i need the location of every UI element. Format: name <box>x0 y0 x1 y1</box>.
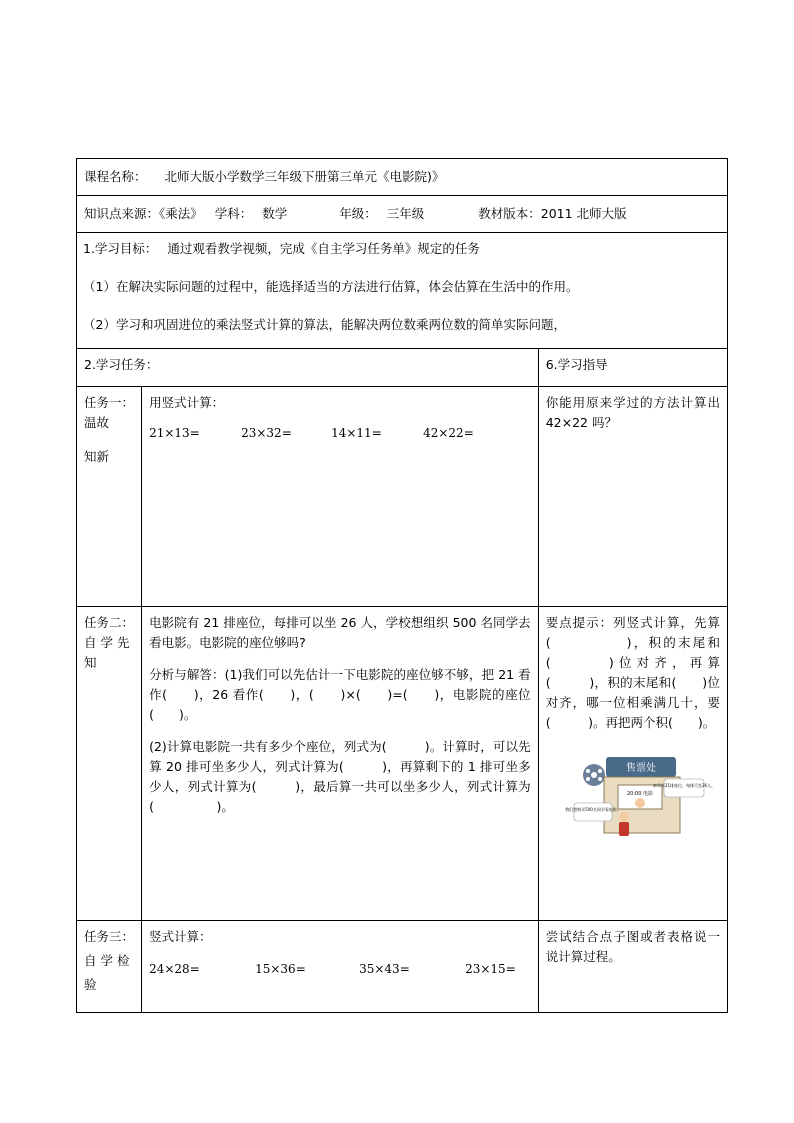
task3-prompt: 竖式计算： <box>149 929 212 944</box>
grade-value: 三年级 <box>386 206 425 221</box>
task3-exercise: 24×28= <box>149 962 200 976</box>
speech-bubble-left <box>574 803 612 821</box>
task1-exercise: 42×22= <box>423 426 474 440</box>
task2-name <box>77 607 142 921</box>
task2-calc: (2)计算电影院一共有多少个座位，列式为( )。计算时，可以先算 20 排可坐多少人，列式计算为( )，再算剩下的 1 排可坐多少人，列式计算为( )，最后算一共可以坐多少人，列式计算为( )。 <box>149 739 531 814</box>
task3-content <box>142 921 539 1013</box>
task2-guide-cell <box>538 607 727 921</box>
task1-prompt: 用竖式计算： <box>149 395 225 410</box>
task2-name-line2: 自 学 先 <box>84 635 130 650</box>
course-label: 课程名称： <box>84 169 147 184</box>
grade-label: 年级： <box>339 206 377 221</box>
goals-intro: 通过观看教学视频，完成《自主学习任务单》规定的任务 <box>167 241 480 256</box>
edition-value: 2011 北师大版 <box>540 206 627 221</box>
task2-content <box>142 607 539 921</box>
meta-row <box>77 196 728 233</box>
task3-exercise: 23×15= <box>465 962 516 976</box>
task1-guide: 你能用原来学过的方法计算出 42×22 吗？ <box>538 387 727 607</box>
task2-row <box>77 607 728 921</box>
subject-value: 数学 <box>262 206 288 221</box>
task3-exercises <box>149 959 531 979</box>
task1-name <box>77 387 142 607</box>
task3-name-line3: 验 <box>84 977 97 992</box>
task3-name <box>77 921 142 1013</box>
task1-row <box>77 387 728 607</box>
task2-guide: 要点提示：列竖式计算，先算( )，积的末尾和( )位对齐，再算( )，积的末尾和( )位对齐，哪一位相乘满几十，要( )。再把两个积( )。 <box>545 615 720 730</box>
task2-problem: 电影院有 21 排座位，每排可以坐 26 人，学校想组织 500 名同学去看电影。电影院的座位够吗? <box>149 615 531 650</box>
task1-content <box>142 387 539 607</box>
speech-bubble-left-text: 我们想购买500名同学看电影。 <box>564 807 621 812</box>
goals-title: 1.学习目标： <box>83 241 158 256</box>
goal-item-2: （2）学习和巩固进位的乘法竖式计算的算法，能解决两位数乘两位数的简单实际问题， <box>83 317 566 332</box>
speech-bubble-right-text: 本场有21排座位，每排可坐26人。 <box>652 783 715 788</box>
task1-exercise: 21×13= <box>149 426 200 440</box>
source-value: 《乘法》 <box>159 206 203 221</box>
ticket-booth-illustration <box>564 751 715 841</box>
ticket-window-text: 20:00 电影 <box>626 791 653 797</box>
task3-row <box>77 921 728 1013</box>
task3-name-line1: 任务三： <box>84 929 135 944</box>
goal-item-1: （1）在解决实际问题的过程中，能选择适当的方法进行估算，体会估算在生活中的作用。 <box>83 279 579 294</box>
task1-name-line1: 任务一： <box>84 395 135 410</box>
subject-label: 学科： <box>214 206 253 221</box>
child-figure <box>619 812 629 822</box>
course-value: 北师大版小学数学三年级下册第三单元《电影院)》 <box>164 169 445 184</box>
clerk-figure <box>635 798 645 808</box>
learning-task-table <box>76 158 728 1013</box>
task3-guide: 尝试结合点子图或者表格说一说计算过程。 <box>538 921 727 1013</box>
goals-row <box>77 233 728 349</box>
task1-exercises <box>149 423 531 443</box>
task2-analysis: 分析与解答：(1)我们可以先估计一下电影院的座位够不够，把 21 看作( )，26 看作( )，( )×( )=( )，电影院的座位( )。 <box>149 667 531 722</box>
speech-bubble-right <box>664 779 704 797</box>
guide-header: 6.学习指导 <box>538 349 727 387</box>
task1-name-line2: 温故 <box>84 415 110 430</box>
ticket-sign-text: 售票处 <box>625 763 656 774</box>
course-row <box>77 159 728 196</box>
task2-name-line3: 知 <box>84 655 97 670</box>
task1-name-line3: 知新 <box>84 449 110 464</box>
edition-label: 教材版本： <box>478 206 541 221</box>
task2-name-line1: 任务二： <box>84 615 135 630</box>
task3-exercise: 15×36= <box>255 962 306 976</box>
task1-exercise: 14×11= <box>331 426 382 440</box>
task3-exercise: 35×43= <box>359 962 410 976</box>
source-label: 知识点来源： <box>84 206 160 221</box>
tasks-header: 2.学习任务： <box>77 349 539 387</box>
task1-exercise: 23×32= <box>241 426 292 440</box>
section-header-row <box>77 349 728 387</box>
task3-name-line2: 自 学 检 <box>84 953 130 968</box>
